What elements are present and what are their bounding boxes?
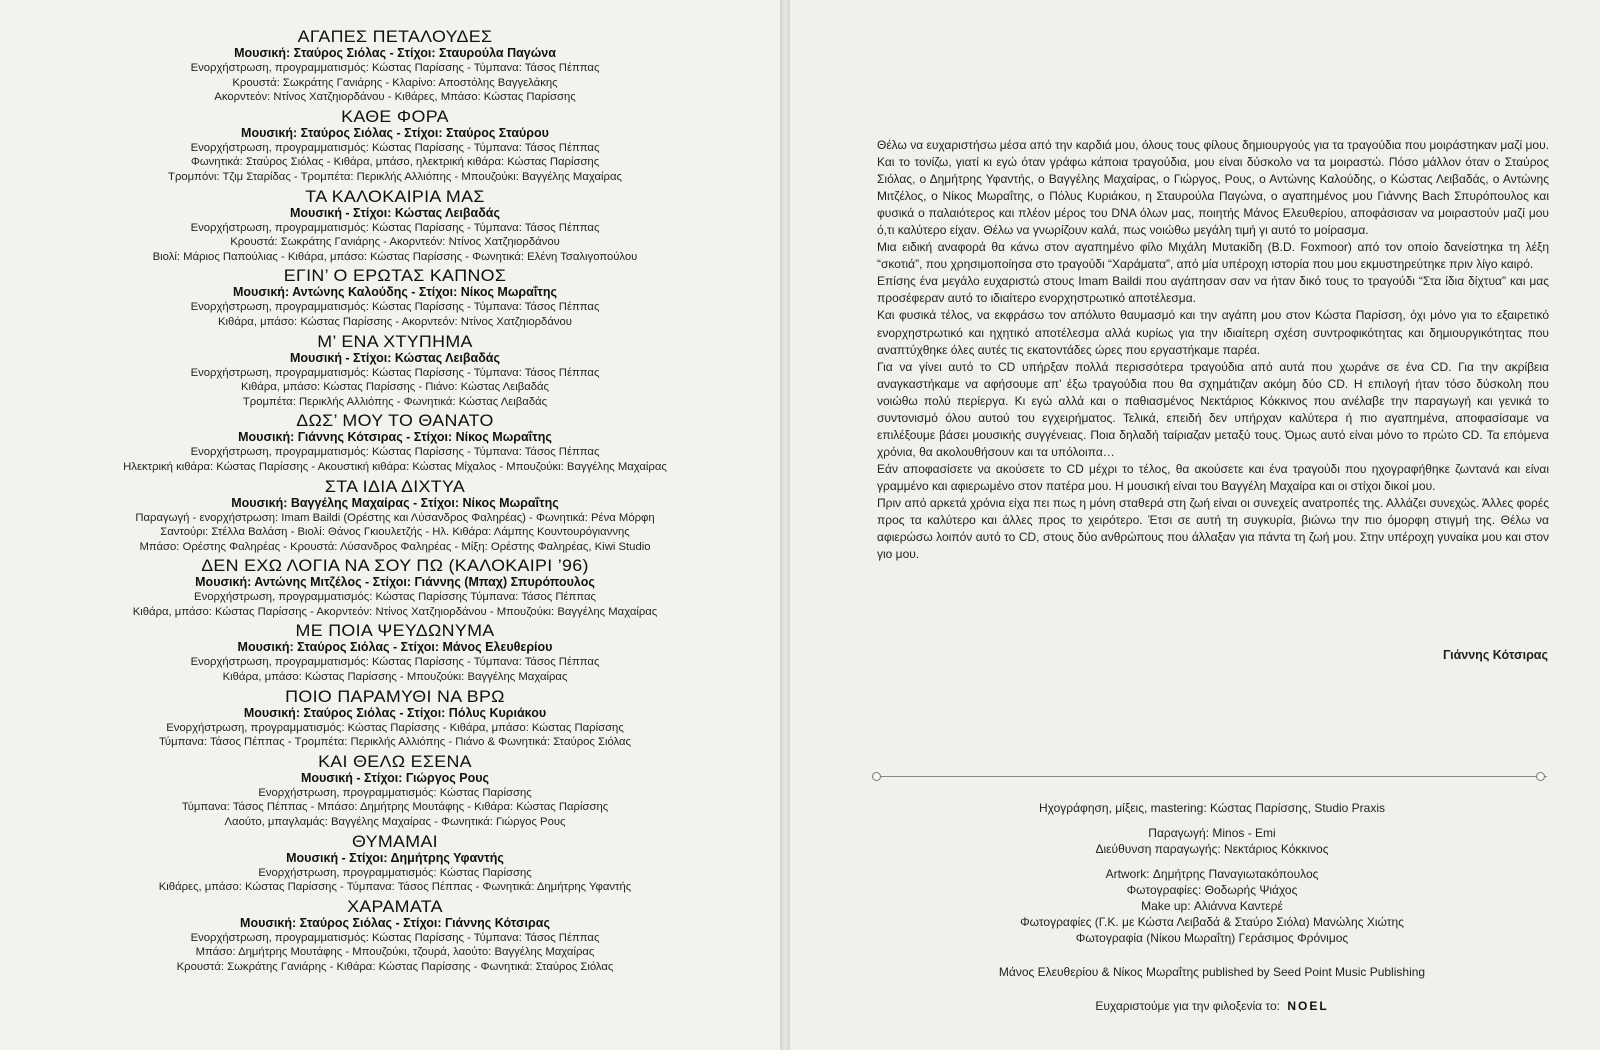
- hospitality-text: Ευχαριστούμε για την φιλοξενία το:: [1095, 999, 1280, 1013]
- track-musician-line: Ενορχήστρωση, προγραμματισμός: Κώστας Παρίσσης - Τύμπανα: Τάσος Πέππας: [190, 656, 600, 669]
- punch-hole: [872, 772, 881, 781]
- track-musician-line: Ενορχήστρωση, προγραμματισμός: Κώστας Παρίσσης - Τύμπανα: Τάσος Πέππας: [190, 301, 600, 314]
- track-block: [0, 833, 790, 898]
- track-title: ΧΑΡΑΜΑΤΑ: [347, 896, 443, 916]
- track-musician-line: Κιθάρα, μπάσο: Κώστας Παρίσσης - Ακορντεόν: Ντίνος Χατζηιορδάνου - Μπουζούκι: Βαγγέλης Μαχαίρας: [132, 605, 658, 618]
- track-title: ΚΑΙ ΘΕΛΩ ΕΣΕΝΑ: [318, 751, 472, 771]
- track-musician-line: Ενορχήστρωση, προγραμματισμός: Κώστας Παρίσσης - Τύμπανα: Τάσος Πέππας: [190, 366, 600, 379]
- track-musician-line: Ηλεκτρική κιθάρα: Κώστας Παρίσσης - Ακουστική κιθάρα: Κώστας Μίχαλος - Μπουζούκι: Βαγγέλης Μαχαίρας: [123, 460, 667, 473]
- credit-makeup: Make up: Αλιάννα Καντερέ: [1141, 899, 1283, 913]
- credit-photo-3: Φωτογραφία (Νίκου Μωραΐτη) Γεράσιμος Φρόνιμος: [1075, 931, 1349, 945]
- thanks-paragraph: Και φυσικά τέλος, να εκφράσω τον απόλυτο θαυμασμό και την αγάπη μου στον Κώστα Παρίσση, όχι μόνο για το εξαιρετικό ενορχηστρωτικό και ηχητικό αποτέλεσμα αλλά κυρίως για την ιδιαίτερη σχέση συντροφικότητας και δημιουργικότητας που αναπτύχθηκε όλες αυτές τις εκατοντάδες ώρες που εργαστήκαμε παρέα.: [877, 308, 1549, 357]
- track-title: ΠΟΙΟ ΠΑΡΑΜΥΘΙ ΝΑ ΒΡΩ: [285, 686, 505, 706]
- track-musician-line: Μπάσο: Ορέστης Φαληρέας - Κρουστά: Λύσανδρος Φαληρέας - Μίξη: Ορέστης Φαληρέας, Kiwi Studio: [139, 540, 651, 553]
- track-musician-line: Κιθάρα, μπάσο: Κώστας Παρίσσης - Πιάνο: Κώστας Λειβαδάς: [240, 381, 550, 394]
- thanks-paragraph: Πριν από αρκετά χρόνια είχα πει πως η μόνη σταθερά στη ζωή είναι οι συνεχείς ανατροπές της. Αλλάζει συνεχώς. Άλλες φορές προς τα καλύτερο και άλλες προς το χειρότερο. Έτσι σε αυτή τη συγκυρία, βιώνω την πιο όμορφη στιγμή της. Θέλω να αφιερώσω λοιπόν αυτό το CD, στους δύο ανθρώπους που άλλαξαν για πάντα τη ζωή μου. Στην υπέροχη γυναίκα μου και στον γιο μου.: [877, 495, 1549, 562]
- track-title: ΣΤΑ ΙΔΙΑ ΔΙΧΤΥΑ: [324, 476, 466, 496]
- track-block: [0, 108, 790, 188]
- divider-line: [875, 776, 1547, 777]
- signature: Γιάννης Κότσιρας: [1443, 648, 1548, 662]
- track-musician-line: Τρομπέτα: Περικλής Αλλιόπης - Φωνητικά: Κώστας Λειβαδάς: [242, 395, 548, 408]
- track-musician-line: Σαντούρι: Στέλλα Βαλάση - Βιολί: Θάνος Γκιουλετζής - Ηλ. Κιθάρα: Λάμπης Κουντουρόγιαννης: [160, 526, 630, 539]
- track-musician-line: Τύμπανα: Τάσος Πέππας - Μπάσο: Δημήτρης Μουτάφης - Κιθάρα: Κώστας Παρίσσης: [181, 801, 609, 814]
- track-musician-line: Φωνητικά: Σταύρος Σιόλας - Κιθάρα, μπάσο, ηλεκτρική κιθάρα: Κώστας Παρίσσης: [190, 156, 600, 169]
- track-musician-line: Λαούτο, μπαγλαμάς: Βαγγέλης Μαχαίρας - Φωνητικά: Γιώργος Ρους: [224, 816, 566, 829]
- track-block: [0, 412, 790, 477]
- credit-production: Παραγωγή: Minos - Emi: [1148, 826, 1276, 840]
- track-block: [0, 898, 790, 978]
- track-title: ΕΓΙΝ’ Ο ΕΡΩΤΑΣ ΚΑΠΝΟΣ: [283, 266, 507, 286]
- track-title: ΔΩΣ’ ΜΟΥ ΤΟ ΘΑΝΑΤΟ: [296, 411, 494, 431]
- thanks-text: [877, 137, 1549, 563]
- track-musician-line: Κιθάρες, μπάσο: Κώστας Παρίσσης - Τύμπανα: Τάσος Πέππας - Φωνητικά: Δημήτρης Υφαντής: [158, 881, 632, 894]
- track-title: ΑΓΑΠΕΣ ΠΕΤΑΛΟΥΔΕΣ: [297, 27, 493, 46]
- track-title: ΔΕΝ ΕΧΩ ΛΟΓΙΑ ΝΑ ΣΟΥ ΠΩ (ΚΑΛΟΚΑΙΡΙ ’96): [201, 556, 589, 576]
- track-title: Μ’ ΕΝΑ ΧΤΥΠΗΜΑ: [317, 331, 473, 351]
- track-block: [0, 28, 790, 108]
- credit-publishing: Μάνος Ελευθερίου & Νίκος Μωραΐτης published by Seed Point Music Publishing: [998, 965, 1426, 979]
- track-credit: Μουσική: Σταύρος Σιόλας - Στίχοι: Σταυρούλα Παγώνα: [234, 46, 556, 60]
- track-block: [0, 188, 790, 268]
- track-credit: Μουσική: Αντώνης Μιτζέλος - Στίχοι: Γιάννης (Μπαχ) Σπυρόπουλος: [195, 575, 595, 590]
- track-musician-line: Ενορχήστρωση, προγραμματισμός: Κώστας Παρίσσης - Τύμπανα: Τάσος Πέππας: [190, 221, 600, 234]
- track-credit: Μουσική - Στίχοι: Κώστας Λειβαδάς: [290, 350, 500, 365]
- thanks-paragraph: Θέλω να ευχαριστήσω μέσα από την καρδιά μου, όλους τους φίλους δημιουργούς για τα τραγούδια που μοιράστηκαν μαζί μου. Και το τονίζω, γιατί κι εγώ όταν γράφω κάποια τραγούδια, μου είναι δύσκολο να τα μοιραστώ. Πόσο μάλλον όταν ο Σταύρος Σιόλας, ο Δημήτρης Υφαντής, ο Βαγγέλης Μαχαίρας, ο Γιώργος, Ρους, ο Αντώνης Καλούδης, ο Κώστας Λειβαδάς, ο Αντώνης Μιτζέλος, ο Νίκος Μωραΐτης, ο Πόλυς Κυριάκου, η Σταυρούλα Παγώνα, ο αγαπημένος μου Γιάννης Bach Σπυρόπουλος και φυσικά ο παλαιότερος και πλέον μέρος του DNA όλων μας, ποιητής Μάνος Ελευθερίου, αποφάσισαν να μοιραστούν μαζί μου ό,τι καλύτερο είχαν. Θέλω να γνωρίζουν καλά, πως νοιώθω μεγάλη τιμή γι αυτό το μοίρασμα.: [877, 138, 1549, 238]
- credit-hospitality: [878, 998, 1546, 1014]
- track-credit: Μουσική - Στίχοι: Γιώργος Ρους: [300, 770, 490, 785]
- punch-hole: [1536, 772, 1545, 781]
- track-musician-line: Κρουστά: Σωκράτης Γανιάρης - Κλαρίνο: Αποστόλης Βαγγελάκης: [232, 76, 558, 89]
- noel-logo: NOEL: [1287, 999, 1329, 1013]
- track-musician-line: Ενορχήστρωση, προγραμματισμός: Κώστας Παρίσσης: [258, 866, 532, 879]
- track-musician-line: Κιθάρα, μπάσο: Κώστας Παρίσσης - Ακορντεόν: Ντίνος Χατζηιορδάνου: [218, 315, 572, 328]
- track-musician-line: Κρουστά: Σωκράτης Γανιάρης - Ακορντεόν: Ντίνος Χατζηιορδάνου: [230, 236, 560, 249]
- credit-recording: Ηχογράφηση, μίξεις, mastering: Κώστας Παρίσσης, Studio Praxis: [1038, 801, 1386, 815]
- track-credit: Μουσική: Γιάννης Κότσιρας - Στίχοι: Νίκος Μωραΐτης: [238, 430, 552, 445]
- track-credit: Μουσική: Σταύρος Σιόλας - Στίχοι: Γιάννης Κότσιρας: [240, 915, 550, 930]
- track-musician-line: Ενορχήστρωση, προγραμματισμός: Κώστας Παρίσσης - Τύμπανα: Τάσος Πέππας: [190, 931, 600, 944]
- track-musician-line: Παραγωγή - ενορχήστρωση: Imam Baildi (Ορέστης και Λύσανδρος Φαληρέας) - Φωνητικά: Ρένα Μόρφη: [135, 511, 655, 524]
- track-musician-line: Βιολί: Μάριος Παπούλιας - Κιθάρα, μπάσο: Κώστας Παρίσσης - Φωνητικά: Ελένη Τσαλιγοπούλου: [152, 250, 638, 263]
- credit-photos-2: Φωτογραφίες (Γ.Κ. με Κώστα Λειβαδά & Σταύρο Σιόλα) Μανώλης Χιώτης: [1020, 915, 1404, 929]
- track-credit: Μουσική: Βαγγέλης Μαχαίρας - Στίχοι: Νίκος Μωραΐτης: [231, 495, 559, 510]
- track-credit: Μουσική - Στίχοι: Κώστας Λειβαδάς: [290, 205, 500, 220]
- track-musician-line: Ενορχήστρωση, προγραμματισμός: Κώστας Παρίσσης - Κιθάρα, μπάσο: Κώστας Παρίσσης: [166, 721, 624, 734]
- production-credits: [878, 800, 1546, 1014]
- track-block: [0, 478, 790, 558]
- track-musician-line: Ενορχήστρωση, προγραμματισμός: Κώστας Παρίσσης - Τύμπανα: Τάσος Πέππας: [190, 446, 600, 459]
- track-credit: Μουσική: Σταύρος Σιόλας - Στίχοι: Μάνος Ελευθερίου: [237, 640, 553, 655]
- track-block: [0, 753, 790, 833]
- track-credit: Μουσική: Αντώνης Καλούδης - Στίχοι: Νίκος Μωραΐτης: [232, 285, 558, 300]
- track-block: [0, 622, 790, 687]
- track-musician-line: Κρουστά: Σωκράτης Γανιάρης - Κιθάρα: Κώστας Παρίσσης - Φωνητικά: Σταύρος Σιόλας: [176, 961, 614, 973]
- thanks-paragraph: Επίσης ένα μεγάλο ευχαριστώ στους Imam Baildi που αγάπησαν σαν να ήταν δικό τους το τραγούδι “Στα ίδια δίχτυα” και μας προσέφεραν αυτό το ιδιαίτερο ενορχηστρωτικό αποτέλεσμα.: [877, 274, 1549, 306]
- track-musician-line: Τρομπόνι: Τζιμ Σταρίδας - Τρομπέτα: Περικλής Αλλιόπης - Μπουζούκι: Βαγγέλης Μαχαίρας: [168, 170, 622, 183]
- track-block: [0, 557, 790, 622]
- track-musician-line: Ενορχήστρωση, προγραμματισμός: Κώστας Παρίσσης Τύμπανα: Τάσος Πέππας: [194, 591, 596, 604]
- track-musician-line: Ενορχήστρωση, προγραμματισμός: Κώστας Παρίσσης - Τύμπανα: Τάσος Πέππας: [190, 141, 600, 154]
- credit-production-direction: Διεύθυνση παραγωγής: Νεκτάριος Κόκκινος: [1095, 842, 1329, 856]
- track-musician-line: Ακορντεόν: Ντίνος Χατζηιορδάνου - Κιθάρες, Μπάσο: Κώστας Παρίσσης: [214, 91, 576, 104]
- thanks-paragraph: Μια ειδική αναφορά θα κάνω στον αγαπημένο φίλο Μιχάλη Μυτακίδη (B.D. Foxmoor) από τον οποίο δανείστηκα τη λέξη “σκοτιά”, που χρησιμοποίησα στο τραγούδι “Χαράματα”, από μία υπέροχη ιστορία που μου εκμυστηρεύτηκε πριν λίγο καιρό.: [877, 240, 1549, 272]
- track-title: ΚΑΘΕ ΦΟΡΑ: [341, 106, 449, 126]
- tracklist: [0, 28, 790, 978]
- thanks-paragraph: Για να γίνει αυτό το CD υπήρξαν πολλά περισσότερα τραγούδια από αυτά που χωράνε σε ένα CD. Για την ακρίβεια αναγκαστήκαμε να αφήσουμε απ’ έξω τραγούδια που θα σχημάτιζαν ακόμη δύο CD. Η επιλογή ήταν τόσο δύσκολη που νοιώθω πολύ περίεργα. Κι εγώ αλλά και ο παθιασμένος Νεκτάριος Κόκκινος που ανέλαβε την παραγωγή και γενικά το συντονισμό όλου αυτού του εγχειρήματος. Τελικά, επειδή δεν υπήρχαν καλύτερα ή πιο αγαπημένα, αποφασίσαμε να επιλέξουμε βάσει μουσικής συγγένειας. Ποια δηλαδή ταίριαζαν μεταξύ τους. Όμως αυτό είναι μόνο το πρώτο CD. Τα επόμενα χρόνια, θα ακολουθήσουν και τα υπόλοιπα…: [877, 359, 1549, 459]
- track-musician-line: Ενορχήστρωση, προγραμματισμός: Κώστας Παρίσσης - Τύμπανα: Τάσος Πέππας: [190, 62, 600, 74]
- track-title: ΘΥΜΑΜΑΙ: [352, 831, 438, 851]
- track-musician-line: Ενορχήστρωση, προγραμματισμός: Κώστας Παρίσσης: [258, 786, 532, 799]
- credit-artwork: Artwork: Δημήτρης Παναγιωτακόπουλος: [1105, 867, 1319, 881]
- track-musician-line: Μπάσο: Δημήτρης Μουτάφης - Μπουζούκι, τζουρά, λαούτο: Βαγγέλης Μαχαίρας: [195, 946, 595, 959]
- track-credit: Μουσική: Σταύρος Σιόλας - Στίχοι: Πόλυς Κυριάκου: [243, 705, 547, 720]
- track-block: [0, 688, 790, 753]
- track-title: ΤΑ ΚΑΛΟΚΑΙΡΙΑ ΜΑΣ: [305, 186, 485, 206]
- track-musician-line: Κιθάρα, μπάσο: Κώστας Παρίσσης - Μπουζούκι: Βαγγέλης Μαχαίρας: [222, 671, 568, 684]
- track-credit: Μουσική - Στίχοι: Δημήτρης Υφαντής: [286, 850, 504, 865]
- track-credit: Μουσική: Σταύρος Σιόλας - Στίχοι: Σταύρος Σταύρου: [241, 125, 549, 140]
- credit-photos: Φωτογραφίες: Θοδωρής Ψιάχος: [1126, 883, 1298, 897]
- track-block: [0, 333, 790, 413]
- track-block: [0, 267, 790, 332]
- track-title: ΜΕ ΠΟΙΑ ΨΕΥΔΩΝΥΜΑ: [295, 621, 495, 641]
- thanks-paragraph: Εάν αποφασίσετε να ακούσετε το CD μέχρι το τέλος, θα ακούσετε και ένα τραγούδι που ηχογραφήθηκε ζωντανά και είναι γραμμένο και αφιερωμένο στον πατέρα μου. Η μουσική είναι του Βαγγέλη Μαχαίρα και οι στίχοι δικοί μου.: [877, 461, 1549, 493]
- track-musician-line: Τύμπανα: Τάσος Πέππας - Τρομπέτα: Περικλής Αλλιόπης - Πιάνο & Φωνητικά: Σταύρος Σιόλας: [159, 736, 631, 749]
